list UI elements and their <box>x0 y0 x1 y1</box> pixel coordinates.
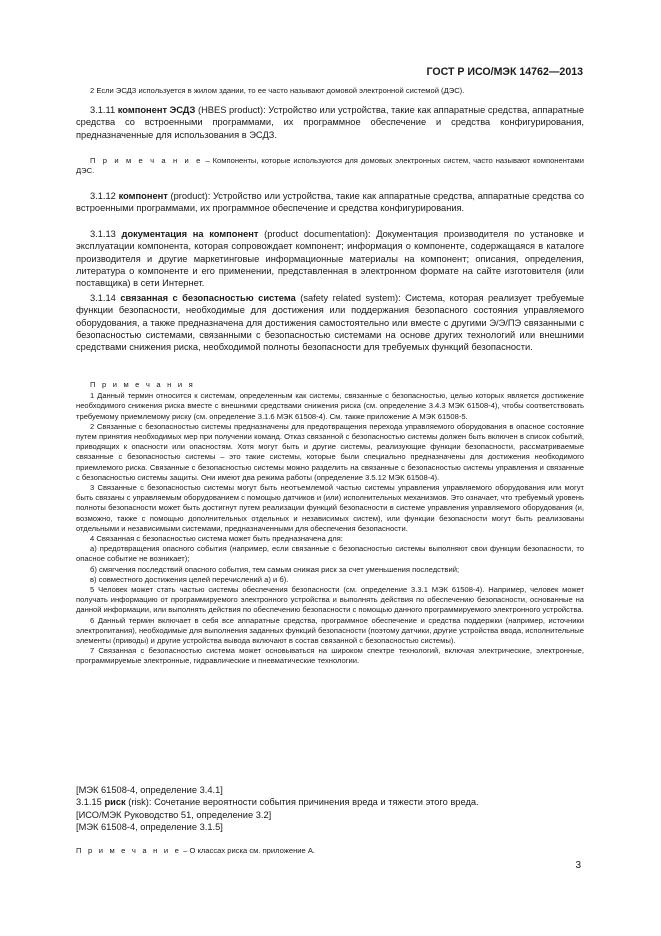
note-item: 3 Связанные с безопасностью системы могут быть неотъемлемой частью системы управления управляемого оборудования или могут быть связаны с управляемым оборудованием с помощью датчиков и (или) исполнительных механизмов. Это означает, что требуемый уровень полноты безопасности может быть достигнут путем реализации функций безопасности в системе управления управляемого оборудования (и, возможно, также с помощью дополнительных отдельных и независимых систем), или функции безопасности могут быть реализованы отдельными и независимыми системами, предназначенными для обеспечения безопасности. <box>76 483 584 533</box>
reference: [МЭК 61508-4, определение 3.1.5] <box>76 822 223 833</box>
final-note: П р и м е ч а н и е – О классах риска см. приложение А. <box>76 846 316 855</box>
standard-header: ГОСТ Р ИСО/МЭК 14762—2013 <box>426 66 583 78</box>
term-3-1-13: 3.1.13 документация на компонент (product documentation): Документация производителя по установке и эксплуатации компонента, которая сопровождает компонент; информация о компоненте, содержащаяся в каталоге производителя и другие маркетинговые информационные материалы на компонент; описания, определения, литература о компоненте и его применении, представленная в электронном формате на сайте изготовителя (или поставщика) в сети Интернет. <box>76 229 585 289</box>
term-3-1-14: 3.1.14 связанная с безопасностью система (safety related system): Система, которая реализует требуемые функции безопасности, необходимые для достижения или поддержания безопасного состояния управляемого оборудования, а также предназначена для достижения самостоятельно или вместе с другими Э/Э/ПЭ связанными с безопасностью системами, связанными с безопасностью системами на основе других технологий или внешними средствами снижения риска, необходимой полноты безопасности для требуемых функций безопасности. <box>76 293 584 353</box>
note-item: 7 Связанная с безопасностью система может основываться на широком спектре технологий, включая электрические, электронные, программируемые электронные, гидравлические и пневматические технологии. <box>76 646 584 666</box>
note-item: 6 Данный термин включает в себя все аппаратные средства, программное обеспечение и средства поддержки (например, источники электропитания), необходимые для выполнения заданных функций безопасности (поэтому датчики, другие устройства ввода, исполнительные элементы (приводы) и другие устройства вывода включают в состав связанной с безопасностью системы). <box>76 615 584 646</box>
note-item: 1 Данный термин относится к системам, определенным как системы, связанные с безопасностью, целью которых является достижение необходимого снижения риска вместе с внешними средствами снижения риска (см. определение 3.4.3 МЭК 61508-4), чтобы соответствовать требуемому приемлемому риску (см. определение 3.1.6 МЭК 61508-4). См. также приложение А МЭК 61508-5. <box>76 391 584 421</box>
note-item: 4 Связанная с безопасностью система может быть предназначена для: <box>90 534 343 544</box>
term-3-1-11: 3.1.11 компонент ЭСДЗ (HBES product): Устройство или устройства, такие как аппаратные средства, аппаратные средства со встроенными программами, их программное обеспечение и средства конфигурирования, предназначенные для использования в ЭСДЗ. <box>76 105 584 140</box>
note-item: 2 Связанные с безопасностью системы предназначены для предотвращения перехода управляемого оборудования в опасное состояние путем принятия необходимых мер при получении команд. Отказ связанной с безопасностью системы должен быть включен в список событий, приводящих к опасности или опасностям. Хотя могут быть и другие системы, реализующие функции безопасности, рассматриваемые связанные с безопасностью системы – это такие системы, которые были специально предназначены для достижения необходимого приемлемого риска. Связанные с безопасностью системы можно разделить на связанные с безопасностью системы управления и связанные с безопасностью системы защиты. Они имеют два режима работы (определение 3.5.12 МЭК 61508-4). <box>76 421 584 482</box>
reference: [МЭК 61508-4, определение 3.4.1] <box>76 785 223 795</box>
reference: [ИСО/МЭК Руководство 51, определение 3.2] <box>76 809 272 820</box>
note-3-1-11: П р и м е ч а н и е – Компоненты, которые используются для домовых электронных систем, часто называют компонентами ДЭС. <box>76 156 584 176</box>
notes-block <box>76 380 584 667</box>
note-item: 5 Человек может стать частью системы обеспечения безопасности (см. определение 3.3.1 МЭК 61508-4). Например, человек может получать информацию от программируемого электронного устройства и выполнять действия по обеспечению безопасности, основанные на данной информации, или выполнять действия по обеспечению безопасности с помощью данного программируемого электронного устройства. <box>76 585 584 615</box>
note-item: а) предотвращения опасного события (например, если связанные с безопасностью системы выполняют свои функции безопасности, то опасное событие не возникает); <box>76 544 584 564</box>
references-block: [МЭК 61508-4, определение 3.4.1] 3.1.15 риск (risk): Сочетание вероятности события причинения вреда и тяжести этого вреда. [ИСО/МЭК Руководство 51, определение 3.2] [МЭК 61508-4, определение 3.1.5] <box>76 784 584 834</box>
note-item: в) совместного достижения целей перечислений а) и б). <box>90 574 289 584</box>
term-title: компонент <box>118 191 168 201</box>
term-title: компонент ЭСДЗ <box>117 105 196 115</box>
note-item: б) смягчения последствий опасного события, тем самым снижая риск за счет уменьшения последствий; <box>90 564 460 574</box>
page-number: 3 <box>575 860 581 871</box>
notes-label: П р и м е ч а н и я <box>90 380 195 389</box>
top-note: 2 Если ЭСДЗ используется в жилом здании, то ее часто называют домовой электронной системой (ДЭС). <box>90 86 465 95</box>
term-title: документация на компонент <box>121 229 259 239</box>
term-title: риск <box>104 797 126 808</box>
term-3-1-12: 3.1.12 компонент (product): Устройство или устройства, такие как аппаратные средства, аппаратные средства со встроенными программами, их программное обеспечение и средства конфигурирования. <box>76 191 584 214</box>
term-title: связанная с безопасностью система <box>120 293 296 303</box>
